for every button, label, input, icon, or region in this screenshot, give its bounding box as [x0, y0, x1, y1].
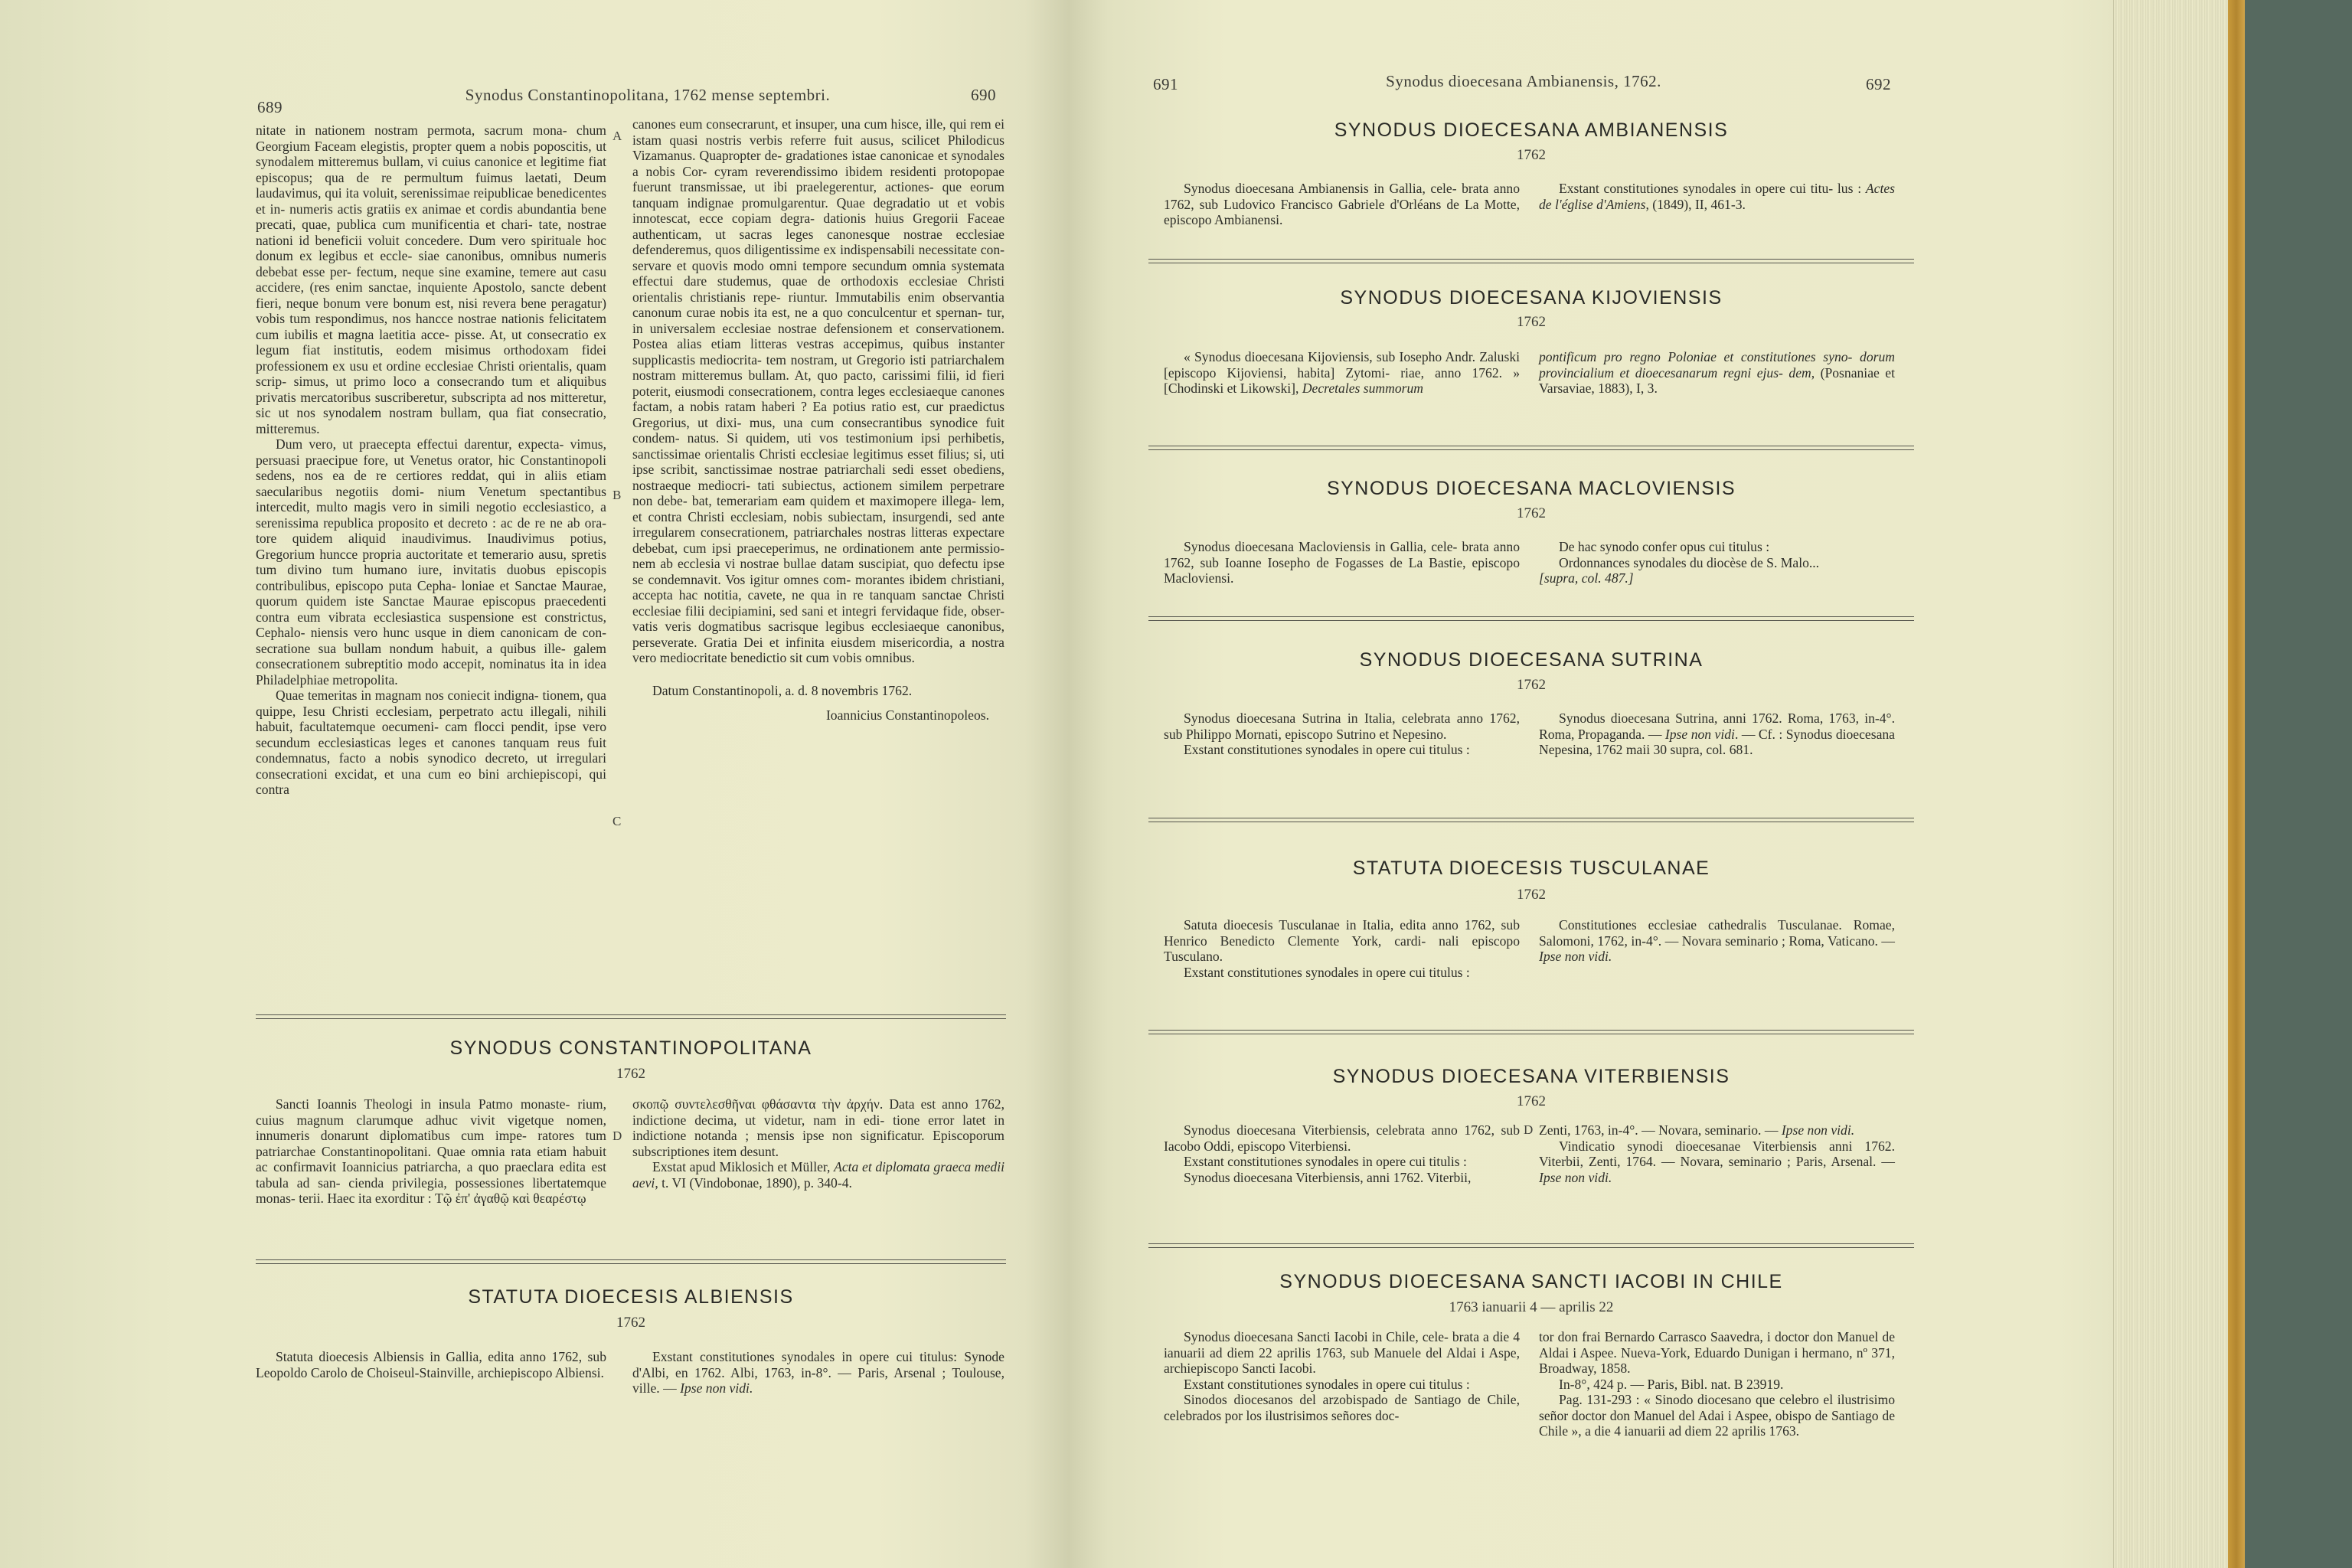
cross-reference: [supra, col. 487.]: [1539, 570, 1634, 586]
note: Ipse non vidi.: [1539, 949, 1612, 964]
section-text: [1539, 917, 1895, 965]
paragraph: De hac synodo confer opus cui titulus :: [1559, 539, 1770, 554]
paragraph: nitate in nationem nostram permota, sacrum mona- chum Georgium Faceam elegistis, propter quem a nobis poposcitis, ut synodalem mitteremus bullam, vi cuius canonice et legitime fiat episcopus; qua de re permultum fuimus laetati, Deum laudavimus, qui ita voluit, serenissimae reipublicae benedicentes et in- numeris actis gratiis ex animae et cordis abundantia bene precati, quae, publica cum munificentia et chari- tate, nostrae nationi id beneficii voluit concedere. Dum vero spirituale hoc donum ex legibus et eccle- siae canonibus, omnibus numeris debebat esse per- fectum, neque sine examine, temere aut casu accidere, (res enim sanctae, inquiente Apostolo, sancte debent fieri, neque bonum vere bonum est, nisi revera bene peragatur) vobis tum respondimus, nos hancce nostrae nationis felicitatem cum iubilis et magna laetitia acce- pisse. At, ut consecratio ex legum fiat institutis, eodem misimus orthodoxam fidei professionem ex usu et ordine ecclesiae Christi orientalis, quam scrip- simus, ut primo loco a consecrando tum et aliquibus privatis mercatoribus suscriberetur, subscripta ad nos mitteretur, sic ut nos synodalem nostram bullam, qua fiat consecratio, mitteremus.: [256, 122, 606, 436]
section-rule: [256, 1259, 1006, 1264]
note: Ipse non vidi.: [1539, 1169, 1612, 1185]
paragraph: Exstant constitutiones synodales in opere cui titulus :: [1184, 742, 1470, 757]
page-block-edge: [2113, 0, 2229, 1568]
text: Vindicatio synodi dioecesanae Viterbiensis anni 1762. Viterbii, Zenti, 1764. — Novara, seminario ; Paris, Arsenal. —: [1539, 1138, 1895, 1169]
paragraph: [1539, 710, 1895, 758]
section-text: [1539, 539, 1895, 586]
section-date: 1763 ianuarii 4 — aprilis 22: [1449, 1299, 1614, 1315]
paragraph: Statuta dioecesis Albiensis in Gallia, edita anno 1762, sub Leopoldo Carolo de Choiseul-Stainville, archiepiscopo Albiensi.: [256, 1349, 606, 1380]
margin-letter: D: [612, 1129, 622, 1143]
signature: Ioannicius Constantinopoleos.: [825, 707, 989, 723]
background: [2245, 0, 2352, 1568]
text: Exstant constitutiones synodales in opere cui titu- lus :: [1559, 181, 1866, 196]
section-text: [1164, 181, 1520, 228]
page-number: 692: [1866, 75, 1891, 93]
section-title: SYNODUS DIOECESANA SANCTI IACOBI IN CHILE: [1279, 1271, 1783, 1292]
section-date: 1762: [1517, 1093, 1546, 1109]
paragraph: [632, 1349, 1004, 1396]
work-title: Decretales summorum: [1302, 381, 1423, 396]
section-title: SYNODUS DIOECESANA AMBIANENSIS: [1334, 119, 1729, 141]
section-rule: [1148, 1030, 1914, 1034]
paragraph: [1164, 349, 1520, 397]
text: , (Posnaniae et Varsaviae, 1883), I, 3.: [1539, 364, 1895, 396]
paragraph: [632, 1159, 1004, 1191]
paragraph: Synodus dioecesana Macloviensis in Gallia, cele- brata anno 1762, sub Ioanne Iosepho de Fogasses de La Bastie, episcopo Macloviensi.: [1164, 539, 1520, 586]
paragraph: Sinodos diocesanos del arzobispado de Santiago de Chile, celebrados por los ilustrisimos señores doc-: [1164, 1392, 1520, 1423]
text: , t. VI (Vindobonae, 1890), p. 340-4.: [655, 1174, 852, 1191]
section-date: 1762: [1517, 147, 1546, 163]
section-text: [632, 1096, 1004, 1191]
paragraph: Synodus dioecesana Viterbiensis, anni 1762. Viterbii,: [1184, 1169, 1472, 1185]
text: , (1849), II, 461-3.: [1645, 196, 1746, 212]
section-date: 1762: [1517, 314, 1546, 330]
gilt-edge: [2228, 0, 2245, 1568]
section-date: 1762: [616, 1315, 645, 1331]
paragraph: Ordonnances synodales du diocèse de S. Malo...: [1559, 554, 1820, 570]
paragraph: [1539, 1138, 1895, 1186]
section-text: [1539, 1329, 1895, 1439]
section-text: [1164, 539, 1520, 586]
section-rule: [1148, 616, 1914, 621]
text: Exstant constitutiones synodales in opere cui titulus: Synode d'Albi, en 1762. Albi, 1763, in-8°. — Paris, Arsenal ; Toulouse, ville. —: [632, 1349, 1004, 1396]
work-title: pontificum pro regno Poloniae et constitutiones syno- dorum provincialium et dioecesanarum regni ejus- dem: [1539, 349, 1895, 381]
section-text: [1164, 710, 1520, 758]
page-number: 689: [257, 98, 283, 116]
paragraph: [1539, 917, 1895, 965]
paragraph: Synodus dioecesana Sutrina in Italia, celebrata anno 1762, sub Philippo Mornati, episcopo Sutrino et Nepesino.: [1164, 710, 1520, 742]
paragraph: σκοπῷ συντελεσθῆναι φθάσαντα τὴν ἀρχήν. Data est anno 1762, indictione decima, ut videtur, nam in edi- tione error latet in indictione notanda ; mensis ipse non significatur. Episcoporum subscriptiones item desunt.: [632, 1096, 1004, 1159]
dateline: Datum Constantinopoli, a. d. 8 novembris 1762.: [652, 682, 913, 698]
paragraph: Synodus dioecesana Ambianensis in Gallia, cele- brata anno 1762, sub Ludovico Francisco Gabriele d'Orléans de La Motte, episcopo Ambianensi.: [1164, 181, 1520, 227]
right-page: [1080, 0, 2113, 1568]
page-number: 690: [971, 86, 996, 104]
paragraph: canones eum consecrarunt, et insuper, una cum hisce, ille, qui rem ei istam quasi nostris verbis referre fuit ausus, scilicet Philodicus Vizamanus. Quapropter de- gradationes istae canonicae et synodales a nobis Cor- cyram reverendissimo ibidem residenti protopopae fuerunt transmissae, ut ibi praelegerentur, actiones- que eorum tanquam indignae promulgarentur. Quae degradatio ut et vobis innotescat, ecce copiam degra- dationis huius Gregorii Faceae authenticam, ut sacras leges canonesque nostrae ecclesiae defenderemus, quos diligentissime ex indispensabili necessitate con- servare et quovis modo omni tempore secundum omnia systemata effectui dare studemus, quae de orthodoxis ecclesiae Christi orientalis christianis repe- riuntur. Immutabilis enim observantia canonum curae nobis ita est, ne a quo conculcentur et spernan- tur, in universalem ecclesiae nostrae defensionem et conservationem. Postea alias etiam litteras vestras accepimus, quibus instanter supplicastis mediocrita- tem nostram, ut Gregorio isti patriarchalem nostram mitteremus bullam. At, quo pacto, carissimi filii, id fieri poterit, eiusmodi consecrationem, contra leges ecclesiaeque canones factam, a nobis ratam haberi ? Ea potius ratio est, cur praedictus Gregorius, ut dixi- mus, una cum consecrantibus synodice fuit condem- natus. Si quidem, uti vos testimonium ipsi perhibetis, sanctissimae orientalis Christi ecclesiae legitimus esset filius; si, uti ipse scribit, sanctissimae nostrae patriarchali sedi esset obediens, nostraeque mediocri- tati subiectus, actionem similem perpetrare non debe- bat, temerariam eam quidem et maximopere illega- lem, et contra Christi ecclesiam, nobis subiectam, insurgendi, sed ante irregularem consecrationem, patriarchales nostras litteras expectare debebat, cum ipsi praeceperimus, ne ordinationem ante permissio- nem ab ecclesia vi nostrae bullae datam suscipiat, quo defectu ipse se condemnavit. Vos igitur omnes com- morantes ibidem christiani, accepta hac notitia, cavete, ne qua in re tanquam sanctae Christi ecclesiae filii decipiamini, sed sani et integri fervidaque fide, obser- vatis veris dogmatibus sacrisque legibus ecclesiaeque canonibus, perseverate. Gratia Dei et infinita eiusdem misericordia, a nostra vero mediocritate benedictio sit cum vobis omnibus.: [632, 116, 1004, 665]
paragraph: Synodus dioecesana Viterbiensis, celebrata anno 1762, sub Iacobo Oddi, episcopo Viterbiensi.: [1164, 1122, 1520, 1154]
text: Constitutiones ecclesiae cathedralis Tusculanae. Romae, Salomoni, 1762, in-4°. — Novara seminario ; Roma, Vaticano. —: [1539, 917, 1895, 949]
section-text: [1539, 349, 1895, 397]
text-column-right: [632, 116, 1004, 724]
section-text: [1164, 917, 1520, 980]
paragraph: Sancti Ioannis Theologi in insula Patmo monaste- rium, cuius magnum clarumque adhuc vivit vigetque nomen, innumeris donarunt diplomatibus cum impe- ratores tum patriarchae Constantinopolitani. Quae omnia rata etiam habuit ac confirmavit Ioannicius patriarcha, a quo praeclara edita est tabula ad san- cienda privilegia, possessiones libertatemque monas- terii. Haec ita exorditur : Τῷ ἐπ' ἀγαθῷ καὶ θεαρέστῳ: [256, 1096, 606, 1206]
note: Ipse non vidi: [1664, 726, 1735, 742]
margin-letter: B: [612, 488, 622, 502]
note: Ipse non vidi.: [680, 1380, 753, 1396]
paragraph: Exstant constitutiones synodales in opere cui titulus :: [1184, 964, 1470, 980]
section-text: [256, 1349, 606, 1380]
paragraph: In-8°, 424 p. — Paris, Bibl. nat. B 23919.: [1559, 1376, 1784, 1392]
text: Synodus dioecesana Sutrina, anni 1762. Roma, 1763, in-4°. Roma, Propaganda. —: [1539, 710, 1895, 742]
text: Zenti, 1763, in-4°. — Novara, seminario. —: [1539, 1122, 1782, 1138]
work-title: Actes de l'église d'Amiens: [1539, 181, 1895, 212]
paragraph: Exstant constitutiones synodales in opere cui titulus :: [1184, 1376, 1470, 1392]
text-column-left: [256, 122, 606, 798]
section-text: [632, 1349, 1004, 1396]
paragraph: tor don frai Bernardo Carrasco Saavedra, i doctor don Manuel de Aldai i Aspee. Nueva-York, Eduardo Dunigan i hermano, nº 371, Broadway, 1858.: [1539, 1329, 1895, 1376]
section-date: 1762: [1517, 677, 1546, 693]
section-text: [1164, 1329, 1520, 1423]
paragraph: [1539, 1122, 1895, 1138]
section-text: [256, 1096, 606, 1207]
paragraph: Dum vero, ut praecepta effectui darentur, expecta- vimus, persuasi praecipue fore, ut Venetus orator, hic Constantinopoli sedens, nos ea de re certiores reddat, qui in aliis etiam saecularibus negotiis domi- nium Venetum spectantibus intercedit, multo magis vero in simili negotio ecclesiastico, a serenissima republica proposito et decreto : ac de re ne ab ora- tore quidem aliquid inaudivimus. Inaudivimus potius, Gregorium huncce propria auctoritate et temerario ausu, spretis tum divino tum humano iure, invitatis duobus episcopis contribulibus, episcopo puta Cepha- loniae et Sanctae Maurae, quorum quidem iste Sanctae Maurae episcopus praecedenti contra eum vibrata ecclesiastica suspensione est constrictus, Cephalo- niensis vero hunc usque in diem canonicam de con- secratione sua bullam nondum habuit, a quibus ille- galem consecrationem subreptitio modo accepit, nominatus ita in idea Philadelphiae metropolita.: [256, 436, 606, 688]
note: Ipse non vidi.: [1781, 1122, 1855, 1138]
section-rule: [1148, 1243, 1914, 1248]
section-date: 1762: [1517, 887, 1546, 903]
paragraph: Quae temeritas in magnam nos coniecit indigna- tionem, qua quippe, Iesu Christi ecclesiam, perpetrato actu illegali, nihili habuit, facultatemque oecumeni- cam flocci pendit, ipse vero secundum ecclesiasticas leges et canones tanquam reus fuit condemnatus, facto a nobis synodico decreto, ut irregulari consecrationi excidat, et una cum eo bini archiepiscopi, qui contra: [256, 688, 606, 797]
section-date: 1762: [616, 1066, 645, 1082]
text: Exstat apud Miklosich et Müller,: [652, 1159, 835, 1174]
paragraph: [1539, 349, 1895, 397]
section-text: [1164, 349, 1520, 397]
paragraph: Synodus dioecesana Sancti Iacobi in Chile, cele- brata a die 4 ianuarii ad diem 22 aprilis 1763, sub Manuele del Aldai i Aspe, archiepiscopo Sancti Iacobi.: [1164, 1329, 1520, 1376]
paragraph: [1539, 181, 1895, 212]
section-title: SYNODUS CONSTANTINOPOLITANA: [449, 1037, 812, 1059]
paragraph: Exstant constitutiones synodales in opere cui titulis :: [1184, 1154, 1467, 1169]
section-text: [1539, 181, 1895, 212]
section-title: STATUTA DIOECESIS ALBIENSIS: [468, 1286, 794, 1308]
section-title: SYNODUS DIOECESANA SUTRINA: [1359, 649, 1704, 671]
margin-letter: C: [612, 814, 622, 828]
work-title: Acta et diplomata graeca medii aevi: [632, 1159, 1004, 1191]
text: « Synodus dioecesana Kijoviensis, sub Iosepho Andr. Zaluski [episcopo Kijoviensi, habita] Zytomi- riae, anno 1762. » [Chodinski et Likowski],: [1164, 349, 1520, 396]
section-text: [1164, 1122, 1520, 1185]
paragraph: Pag. 131-293 : « Sinodo diocesano que celebro el ilustrisimo señor doctor don Manuel del Adai i Aspee, obispo de Santiago de Chile », a die 4 ianuarii ad diem 22 aprilis 1763.: [1539, 1392, 1895, 1439]
section-rule: [1148, 259, 1914, 263]
section-title: SYNODUS DIOECESANA VITERBIENSIS: [1332, 1066, 1730, 1087]
section-title: STATUTA DIOECESIS TUSCULANAE: [1352, 858, 1710, 879]
left-page: [0, 0, 1080, 1568]
section-rule: [1148, 818, 1914, 822]
section-date: 1762: [1517, 505, 1546, 521]
running-title: Synodus dioecesana Ambianensis, 1762.: [1386, 72, 1661, 90]
paragraph: Satuta dioecesis Tusculanae in Italia, edita anno 1762, sub Henrico Benedicto Clemente York, cardi- nali episcopo Tusculano.: [1164, 917, 1520, 964]
section-title: SYNODUS DIOECESANA MACLOVIENSIS: [1326, 478, 1736, 499]
page-number: 691: [1153, 75, 1178, 93]
section-title: SYNODUS DIOECESANA KIJOVIENSIS: [1340, 287, 1723, 309]
section-rule: [256, 1014, 1006, 1019]
margin-letter: D: [1524, 1122, 1534, 1137]
text: . — Cf. : Synodus dioecesana Nepesina, 1762 maii 30 supra, col. 681.: [1539, 726, 1895, 757]
section-text: [1539, 1122, 1895, 1185]
section-rule: [1148, 446, 1914, 450]
section-text: [1539, 710, 1895, 758]
margin-letter: A: [612, 129, 622, 143]
running-title: Synodus Constantinopolitana, 1762 mense septembri.: [465, 86, 831, 104]
